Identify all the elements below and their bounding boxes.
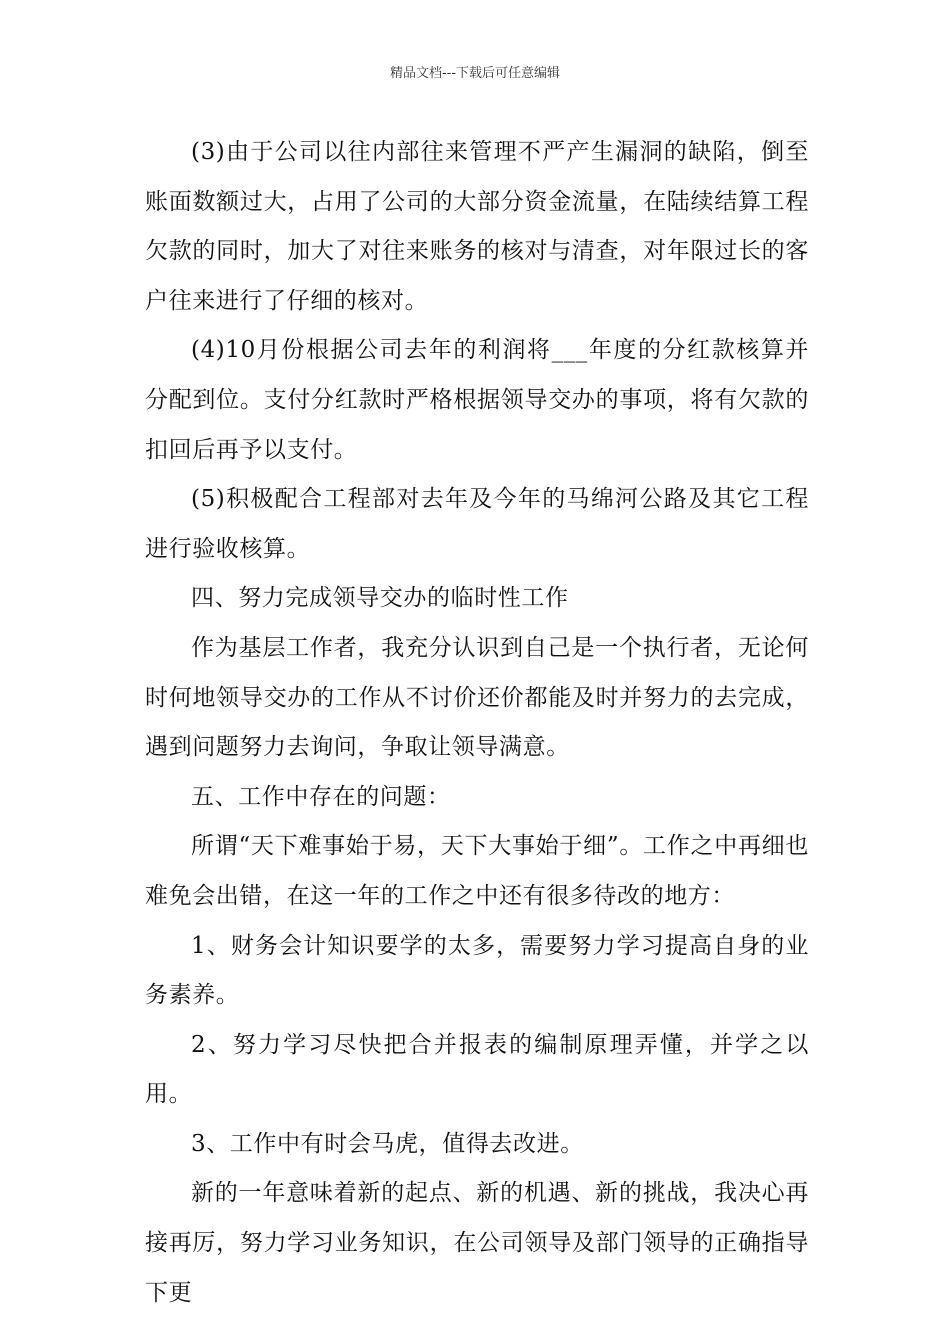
document-body bbox=[145, 128, 809, 1318]
paragraph-new-year: 新的一年意味着新的起点、新的机遇、新的挑战，我决心再接再厉，努力学习业务知识，在公司领导及部门领导的正确指导下更 bbox=[145, 1180, 809, 1306]
paragraph-problems-intro: 所谓“天下难事始于易，天下大事始于细”。工作之中再细也难免会出错，在这一年的工作之中还有很多待改的地方： bbox=[145, 833, 809, 909]
section-heading-temporary-work: 四、努力完成领导交办的临时性工作 bbox=[191, 585, 569, 612]
page-header: 精品文档---下载后可任意编辑 bbox=[389, 66, 561, 81]
paragraph-item-4: (4)10月份根据公司去年的利润将___年度的分红款核算并分配到位。支付分红款时严格根据领导交办的事项，将有欠款的扣回后再予以支付。 bbox=[145, 337, 809, 463]
problem-item-1: 1、财务会计知识要学的太多，需要努力学习提高自身的业务素养。 bbox=[145, 932, 809, 1009]
problem-item-2: 2、努力学习尽快把合并报表的编制原理弄懂，并学之以用。 bbox=[145, 1031, 809, 1108]
paragraph-temporary-work: 作为基层工作者，我充分认识到自己是一个执行者，无论何时何地领导交办的工作从不讨价还价都能及时并努力的去完成，遇到问题努力去询问，争取让领导满意。 bbox=[145, 634, 809, 761]
section-heading-problems: 五、工作中存在的问题： bbox=[191, 783, 451, 810]
problem-item-3: 3、工作中有时会马虎，值得去改进。 bbox=[191, 1130, 584, 1157]
paragraph-item-3: (3)由于公司以往内部往来管理不严产生漏洞的缺陷，倒至账面数额过大，占用了公司的大部分资金流量，在陆续结算工程欠款的同时，加大了对往来账务的核对与清查，对年限过长的客户往来进行了仔细的核对。 bbox=[145, 139, 809, 314]
paragraph-item-5: (5)积极配合工程部对去年及今年的马绵河公路及其它工程进行验收核算。 bbox=[145, 486, 809, 562]
